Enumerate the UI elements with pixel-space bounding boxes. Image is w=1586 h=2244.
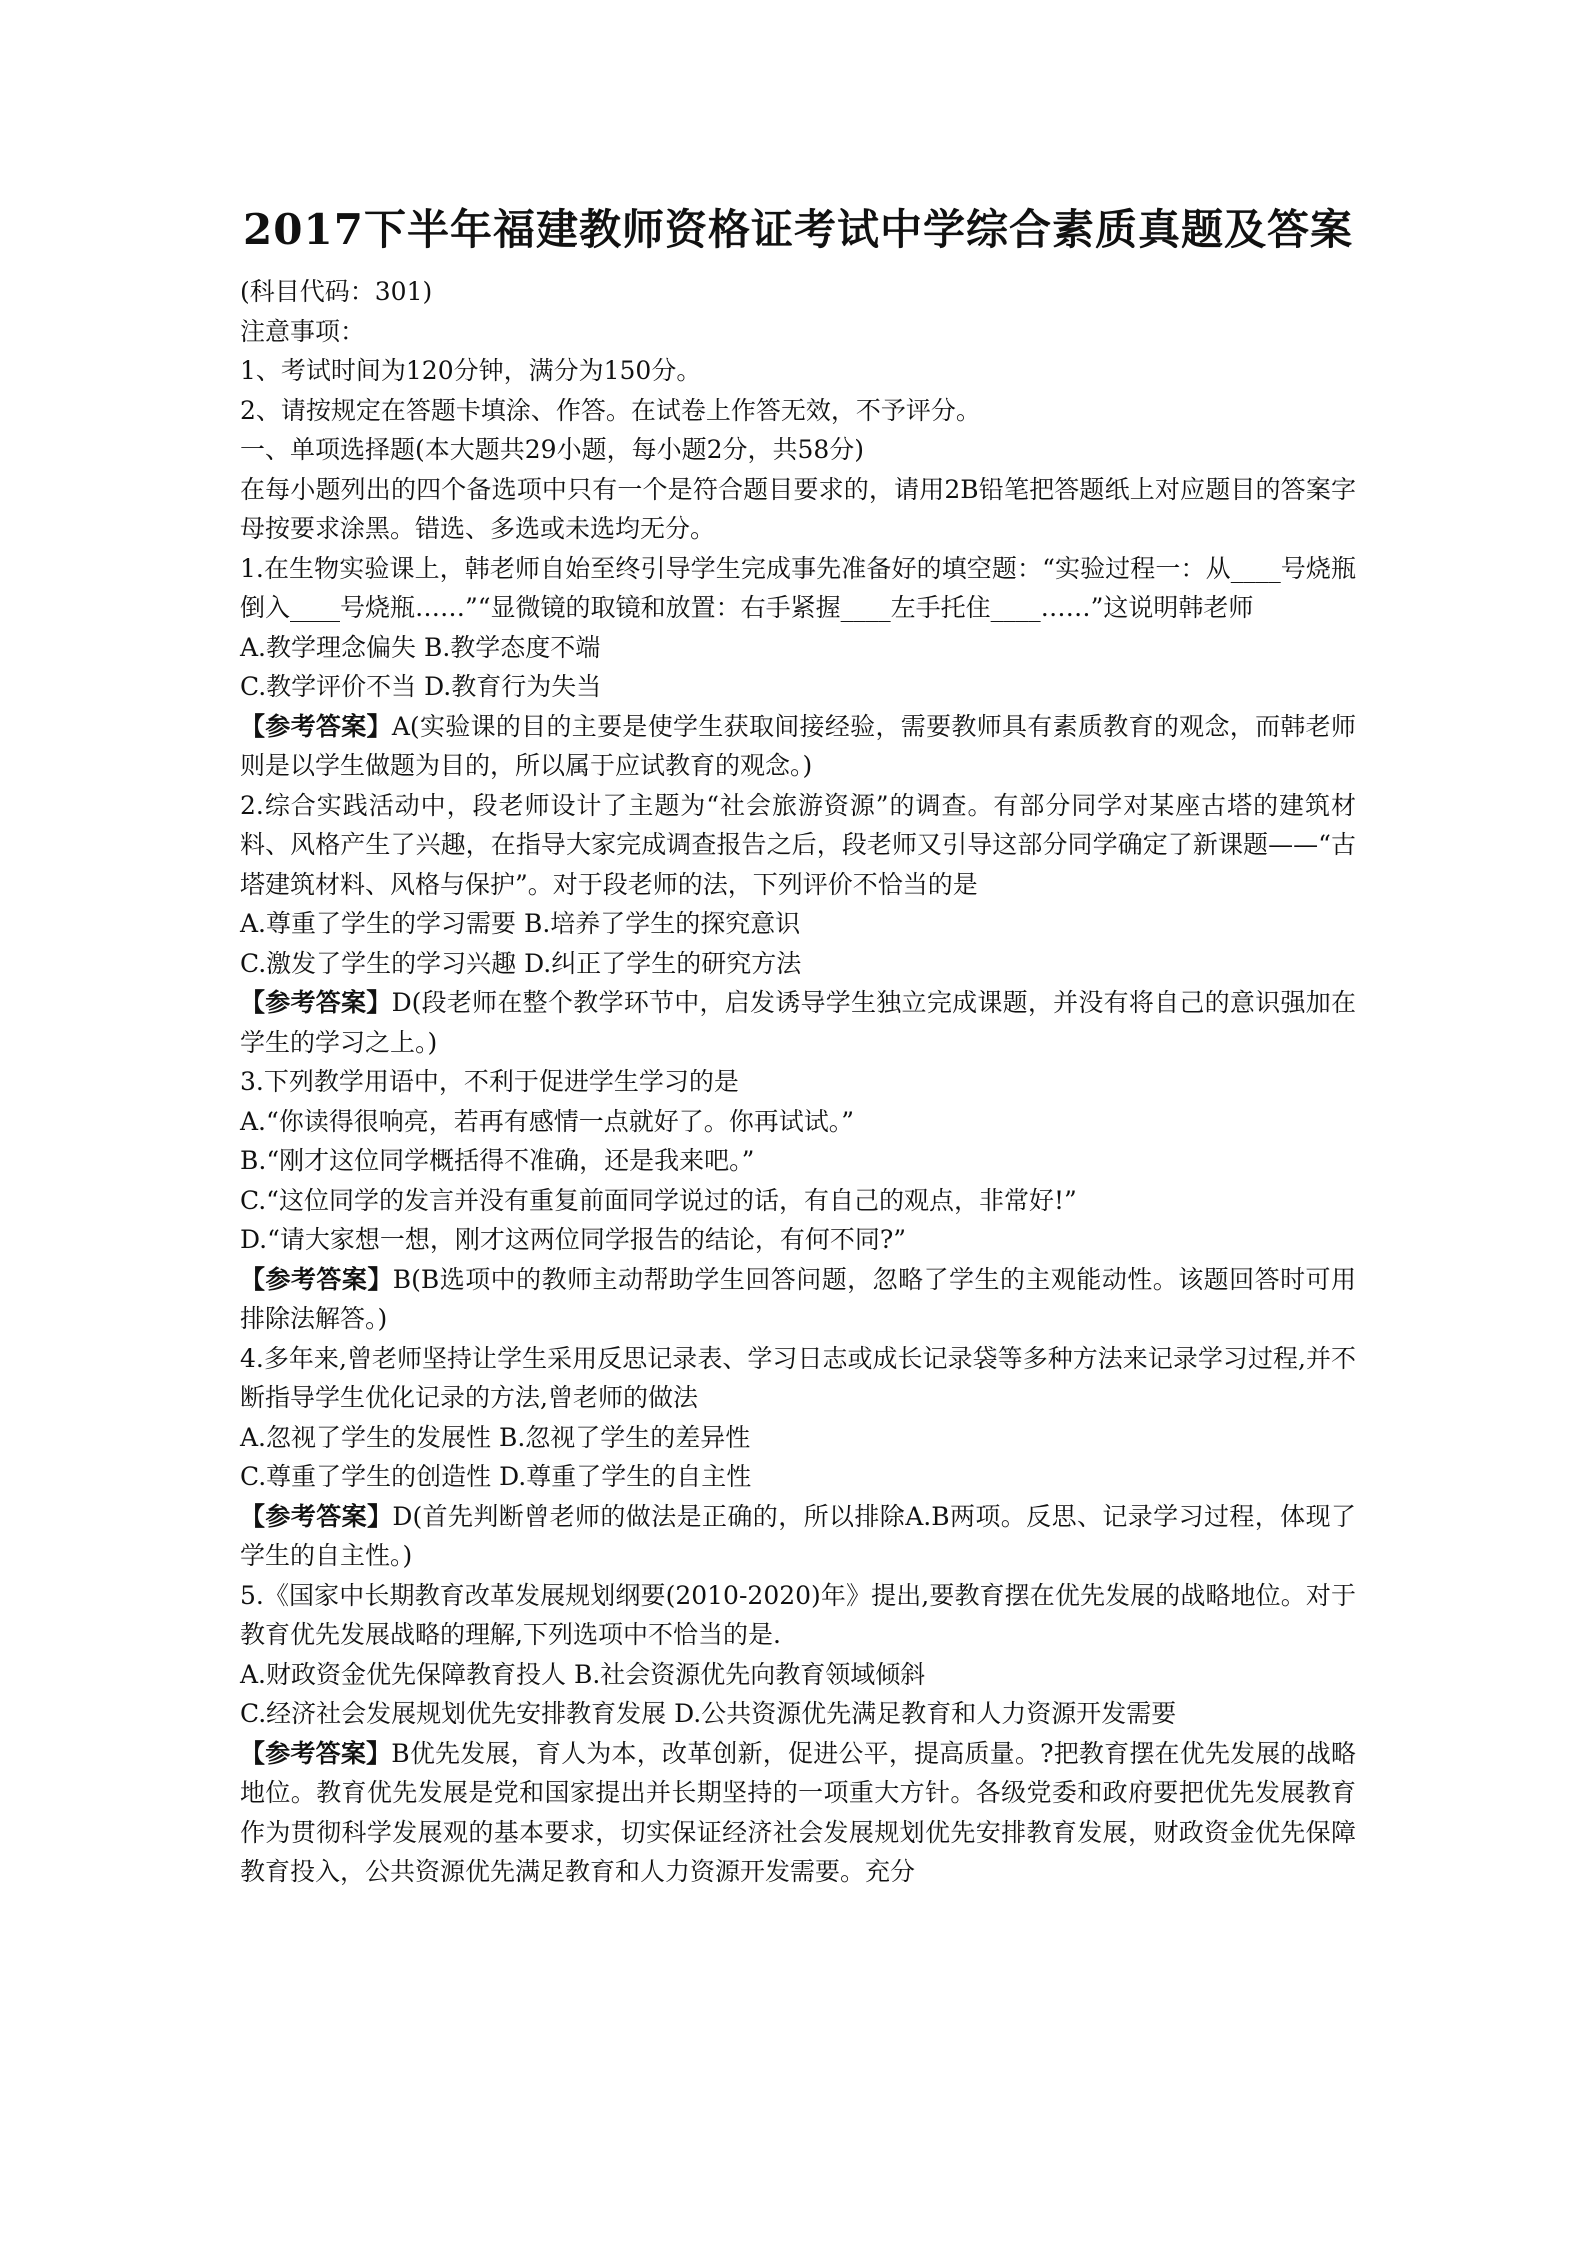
question-options: C.经济社会发展规划优先安排教育发展 D.公共资源优先满足教育和人力资源开发需要	[240, 1699, 1177, 1728]
question-options: C.尊重了学生的创造性 D.尊重了学生的自主性	[240, 1462, 752, 1491]
answer-label: 【参考答案】	[240, 711, 392, 741]
notice-title: 注意事项：	[240, 316, 366, 346]
question-stem: 5.《国家中长期教育改革发展规划纲要(2010-2020)年》提出,要教育摆在优先发展的战略地位。对于教育优先发展战略的理解,下列选项中不恰当的是.	[240, 1580, 1356, 1649]
question	[240, 549, 1356, 786]
answer-label: 【参考答案】	[240, 1738, 392, 1768]
question-options: C.激发了学生的学习兴趣 D.纠正了学生的研究方法	[240, 948, 802, 978]
answer-text: D(首先判断曾老师的做法是正确的，所以排除A.B两项。反思、记录学习过程，体现了学生的自主性。)	[240, 1501, 1356, 1570]
subject-code: (科目代码：301)	[240, 277, 433, 306]
document-title: 2017下半年福建教师资格证考试中学综合素质真题及答案	[243, 205, 1353, 254]
section-title: 一、单项选择题(本大题共29小题，每小题2分，共58分)	[240, 435, 865, 464]
question-options: A.忽视了学生的发展性 B.忽视了学生的差异性	[240, 1422, 751, 1452]
answer-label: 【参考答案】	[240, 1501, 393, 1531]
reference-answer	[240, 707, 1356, 786]
notice-item: 1、考试时间为120分钟，满分为150分。	[240, 356, 702, 385]
reference-answer	[240, 1497, 1356, 1576]
question	[240, 1339, 1356, 1576]
answer-text: B(B选项中的教师主动帮助学生回答问题，忽略了学生的主观能动性。该题回答时可用排除法解答。)	[240, 1264, 1356, 1333]
question	[240, 786, 1356, 1063]
reference-answer	[240, 983, 1356, 1062]
notice-item: 2、请按规定在答题卡填涂、作答。在试卷上作答无效，不予评分。	[240, 395, 981, 425]
section-instructions: 在每小题列出的四个备选项中只有一个是符合题目要求的，请用2B铅笔把答题纸上对应题目的答案字母按要求涂黑。错选、多选或未选均无分。	[240, 474, 1356, 543]
question-options: C.教学评价不当 D.教育行为失当	[240, 672, 602, 701]
question	[240, 1062, 1356, 1339]
question-options: B.“刚才这位同学概括得不准确，还是我来吧。”	[240, 1146, 755, 1175]
question-options: A.尊重了学生的学习需要 B.培养了学生的探究意识	[240, 909, 801, 938]
question-stem: 3.下列教学用语中，不利于促进学生学习的是	[240, 1067, 739, 1096]
answer-label: 【参考答案】	[240, 988, 392, 1017]
question-options: A.“你读得很响亮，若再有感情一点就好了。你再试试。”	[240, 1106, 855, 1136]
question-options: D.“请大家想一想，刚才这两位同学报告的结论，有何不同?”	[240, 1225, 907, 1254]
question-options: C.“这位同学的发言并没有重复前面同学说过的话，有自己的观点，非常好!”	[240, 1185, 1077, 1215]
answer-text: A(实验课的目的主要是使学生获取间接经验，需要教师具有素质教育的观念，而韩老师则是以学生做题为目的，所以属于应试教育的观念。)	[240, 711, 1356, 780]
exam-document	[240, 200, 1356, 1892]
answer-text: B优先发展，育人为本，改革创新，促进公平，提高质量。?把教育摆在优先发展的战略地位。教育优先发展是党和国家提出并长期坚持的一项重大方针。各级党委和政府要把优先发展教育作为贯彻科学发展观的基本要求，切实保证经济社会发展规划优先安排教育发展，财政资金优先保障教育投入，公共资源优先满足教育和人力资源开发需要。充分	[240, 1738, 1356, 1886]
answer-text: D(段老师在整个教学环节中，启发诱导学生独立完成课题，并没有将自己的意识强加在学生的学习之上。)	[240, 988, 1356, 1057]
answer-label: 【参考答案】	[240, 1264, 393, 1294]
question	[240, 1576, 1356, 1892]
question-stem: 2.综合实践活动中，段老师设计了主题为“社会旅游资源”的调查。有部分同学对某座古塔的建筑材料、风格产生了兴趣，在指导大家完成调查报告之后，段老师又引导这部分同学确定了新课题——“古塔建筑材料、风格与保护”。对于段老师的法，下列评价不恰当的是	[240, 790, 1356, 899]
reference-answer	[240, 1734, 1356, 1892]
question-stem: 4.多年来,曾老师坚持让学生采用反思记录表、学习日志或成长记录袋等多种方法来记录学习过程,并不断指导学生优化记录的方法,曾老师的做法	[240, 1343, 1356, 1412]
question-stem: 1.在生物实验课上，韩老师自始至终引导学生完成事先准备好的填空题：“实验过程一：从____号烧瓶倒入____号烧瓶……”“显微镜的取镜和放置：右手紧握____左手托住____……”这说明韩老师	[240, 553, 1356, 622]
reference-answer	[240, 1260, 1356, 1339]
question-options: A.财政资金优先保障教育投人 B.社会资源优先向教育领域倾斜	[240, 1659, 926, 1689]
question-options: A.教学理念偏失 B.教学态度不端	[240, 632, 601, 662]
